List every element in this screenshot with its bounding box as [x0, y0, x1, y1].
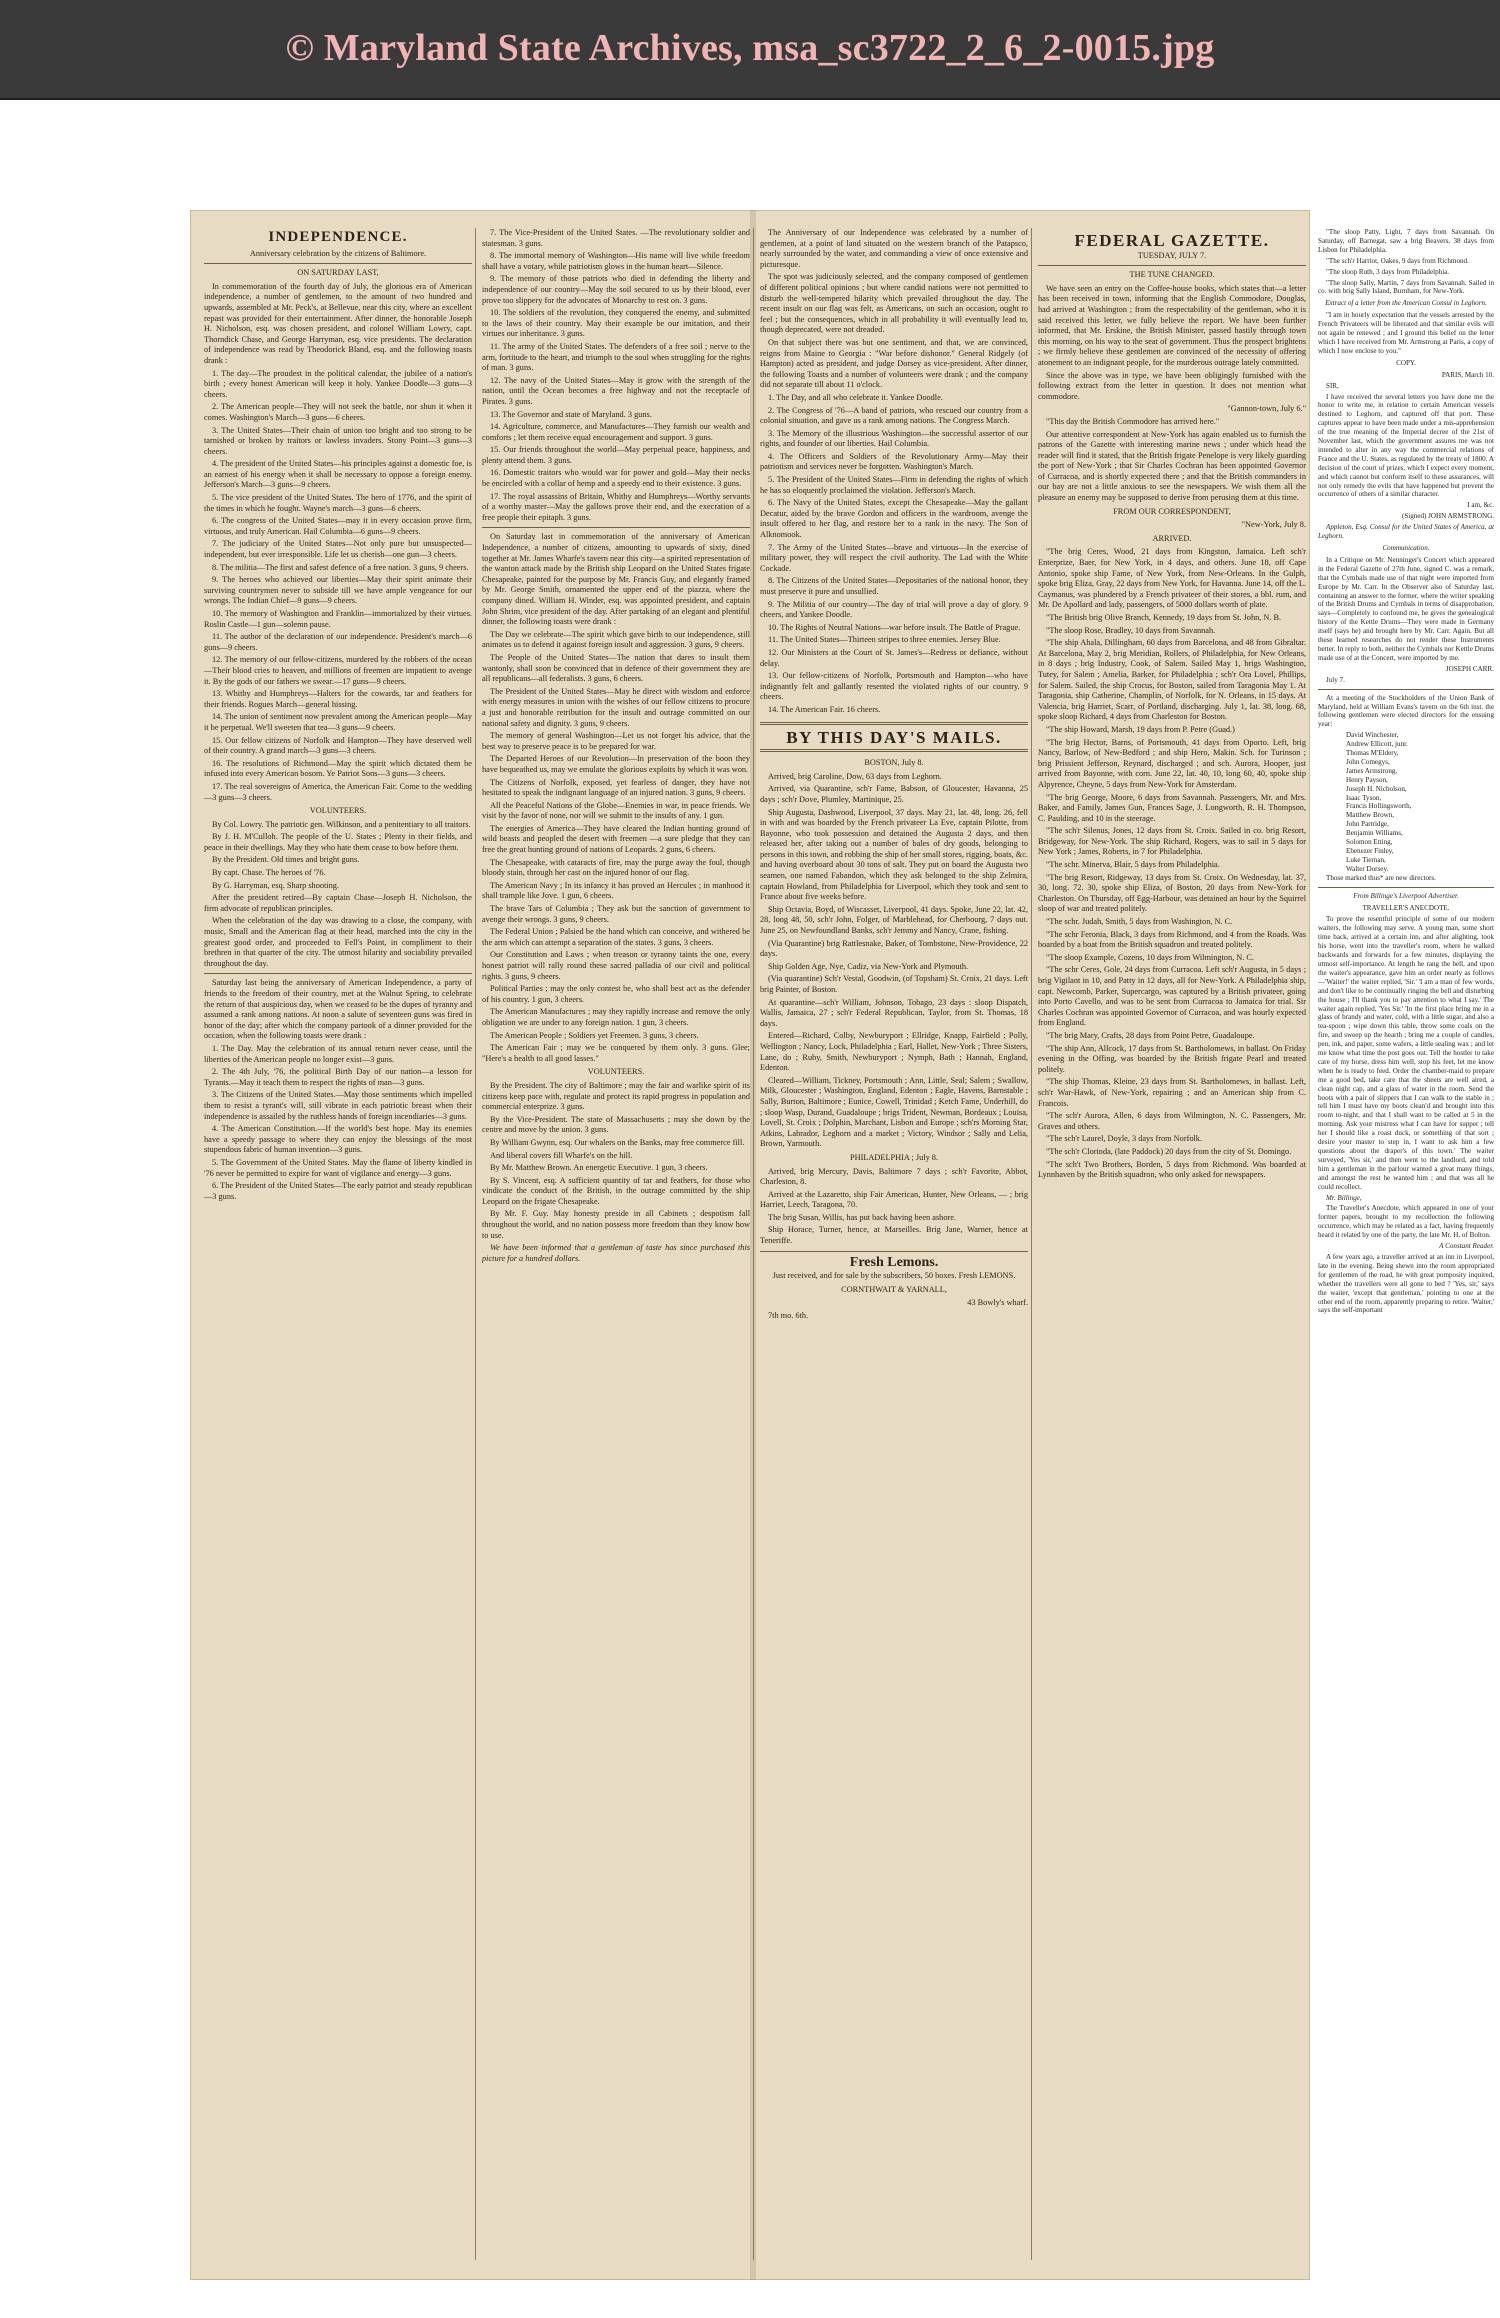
column-2 — [482, 228, 750, 2264]
column-3 — [760, 228, 1028, 2264]
correspondent-heading: FROM OUR CORRESPONDENT, — [1113, 506, 1231, 516]
toast: 17. The royal assassins of Britain, Whitby and Humphreys—Worthy servants of a worthy master—May the gallows prove their end, and the execration of a free people their epitaph. 3 guns. — [482, 491, 750, 522]
divider — [1038, 265, 1306, 266]
ship-report: "The brig Hector, Barns, of Portsmouth, 41 days from Oporto. Left, brig Nancy, Barlow, of New-Bedford ; and ship Hero, Makin. Sch. for Turinson ; brig Prissient Jefferson, Reynard, discharged ; and sch. Aurora, Hooper, just arrived from Bayonne, with corn. June 22, lat. 40, 10, long 60, 40, spoke ship Alpyrence, Cheyne, 5 days from New-York for Amsterdam. — [1038, 737, 1306, 789]
toast: 9. The memory of those patriots who died in defending the liberty and independence of our country—May the soil secured to us by their blood, ever prove too slippery for the advocates of Monarchy to rest on. 3 guns. — [482, 274, 750, 305]
shipping-item: Arrived at the Lazaretto, ship Fair American, Hunter, New Orleans, — ; brig Harriet, Leech, Taragona, 70. — [760, 1189, 1028, 1210]
archive-watermark-text: © Maryland State Archives, msa_sc3722_2_6_2-0015.jpg — [285, 27, 1215, 69]
toast: 10. The soldiers of the revolution, they conquered the enemy, and submitted to the laws of their country. May their example be our imitation, and their virtues our inheritance. 3 guns. — [482, 308, 750, 339]
divider — [760, 1251, 1028, 1252]
ship-report: "The ship Howard, Marsh, 19 days from P. Petre (Guad.) — [1046, 724, 1235, 734]
volunteer-toast: After the president retired—By captain Chase—Joseph H. Nicholson, the firm advocate of republican principles. — [204, 893, 472, 913]
paragraph: All the Peaceful Nations of the Globe—Enemies in war, in peace friends. We visit by the favor of none, nor will we submit to the insults of any. 1 gun. — [482, 800, 750, 821]
tune-heading: THE TUNE CHANGED. — [1129, 270, 1215, 280]
paragraph: Our Constitution and Laws ; when treason or tyranny taints the one, every honest patriot will rally round these sacred palladia of our civil and political rights. 3 guns, 9 cheers. — [482, 950, 750, 981]
director-name: Solomon Etting, — [1346, 838, 1393, 847]
anecdote-heading: TRAVELLER'S ANECDOTE. — [1362, 903, 1450, 912]
paragraph: Political Parties ; may the only contest be, who shall best act as the defender of his country. 1 gun, 3 cheers. — [482, 984, 750, 1004]
copy-salutation: SIR, — [1326, 381, 1339, 390]
toast: 4. The Officers and Soldiers of the Revolutionary Army—May their patriotism and services never be forgotten. Washington's March. — [760, 451, 1028, 472]
director-name: Thomas M'Eldery, — [1346, 749, 1399, 758]
toast: 2. The American people—They will not seek the battle, nor shun it when it comes. Washington's March—3 guns—6 cheers. — [204, 402, 472, 422]
toast: 13. Our fellow-citizens of Norfolk, Portsmouth and Hampton—who have indignantly felt and gallantly resented the violated rights of our country. 9 cheers. — [760, 671, 1028, 702]
director-name: John Partridge, — [1346, 820, 1389, 829]
divider — [482, 527, 750, 528]
ship-report: "The sch'r Laurel, Doyle, 3 days from Norfolk. — [1046, 1134, 1203, 1144]
column-divider — [475, 228, 476, 2260]
volunteer-toast: By the President. Old times and bright guns. — [212, 855, 360, 865]
masthead: FEDERAL GAZETTE. — [1074, 231, 1270, 250]
toast: 6. The President of the United States—The early patriot and steady republican—3 guns. — [204, 1181, 472, 1201]
toast: 13. Whitby and Humphreys—Halters for the cowards, tar and feathers for their friends. Rogues March—general hissing. — [204, 689, 472, 709]
paragraph: The American Navy ; In its infancy it has proved an Hercules ; in manhood it shall trample like Jove. 1 gun, 6 cheers. — [482, 880, 750, 901]
ship-report: "The ship Ann, Allcock, 17 days from St. Bartholomews, in ballast. On Friday evening in the Offing, was boarded by the British frigate Pearl and treated politely. — [1038, 1043, 1306, 1074]
column-divider — [753, 228, 754, 2260]
divider — [204, 973, 472, 974]
paragraph: "Gannon-town, July 6." — [1227, 404, 1306, 414]
toast: 13. The Governor and state of Maryland. 3 guns. — [490, 409, 652, 419]
newspaper-page — [190, 210, 1310, 2280]
volunteer-toast: By the Vice-President. The state of Massachusetts ; may she down by the centre and move by the union. 3 guns. — [482, 1114, 750, 1135]
paragraph: The Anniversary of our Independence was celebrated by a number of gentlemen, at a point of land situated on the western branch of the Patapsco, nearly surrounded by the water, and commanding a view of once extensive and picturesque. — [760, 228, 1028, 269]
paragraph: The American People ; Soldiers yet Freemen. 3 guns, 3 cheers. — [490, 1030, 699, 1040]
source-line: From Billinge's Liverpool Advertiser. — [1353, 891, 1459, 900]
toast: 2. The 4th July, '76, the political Birth Day of our nation—a lesson for Tyrants.—May it teach them to respect the rights of man—3 guns. — [204, 1067, 472, 1087]
toast: 17. The real sovereigns of America, the American Fair. Come to the wedding—3 guns—3 cheers. — [204, 781, 472, 802]
toast: 11. The army of the United States. The defenders of a free soil ; nerve to the arm, fortitude to the heart, and triumph to the soul when struggling for the rights of man. 3 guns. — [482, 341, 750, 373]
toast: 12. The navy of the United States—May it grow with the strength of the nation, until the Ocean becomes a free highway and not the receptacle of Pirates. 3 guns. — [482, 375, 750, 406]
ship-report: "The schr Feronia, Black, 3 days from Richmond, and 4 from the Roads. Was boarded by a boat from the British squadron and treated politely. — [1038, 929, 1306, 950]
director-name: Isaac Tyson, — [1346, 793, 1382, 802]
divider — [204, 263, 472, 264]
column-5 — [1318, 228, 1494, 2268]
letter-addressee: Mr. Billinge, — [1326, 1193, 1362, 1202]
ship-report: "The brig Resort, Ridgeway, 13 days from St. Croix. On Wednesday, lat. 37, 30, long. 72. 30, spoke ship Eliza, of Boston, 20 days from New-York for Charleston. On Thursday, off Egg-Harbour, was detained an hour by the Squirrel sloop of war and treated politely. — [1038, 872, 1306, 914]
shipping-item: (Via quarantine) Sch'r Vestal, Goodwin, (of Topsham) St. Croix, 21 days. Left brig Painter, of Boston. — [760, 974, 1028, 994]
paragraph: The People of the United States—The nation that dares to insult them wantonly, shall soon be convinced that in defence of their government they are all republicans—all federalists. 3 guns, 6 cheers. — [482, 652, 750, 684]
toast: 6. The Navy of the United States, except the Chesapeake—May the gallant Decatur, aided by the brave Gordon and officers in the wardroom, avenge the insult offered to her flag, and restore her to a rank in the navy. The Son of Alknomook. — [760, 498, 1028, 540]
communication-signature: JOSEPH CARR. — [1445, 664, 1494, 673]
toast: 10. The memory of Washington and Franklin—immortalized by their virtues. Roslin Castle—1 gun—solemn pause. — [204, 609, 472, 629]
ship-report: "The sch't Two Brothers, Borden, 5 days from Richmond. Was boarded at Lynnhaven by the British squadron, who only asked for newspapers. — [1038, 1159, 1306, 1180]
paragraph: The energies of America—They have cleared the Indian hunting ground of wild beasts and peopled the desert with freemen —a sure pledge that they can free the great hunting ground of nations of Leopards. 2 guns, 6 cheers. — [482, 823, 750, 855]
toast: 16. The resolutions of Richmond—May the spirit which dictated them be infused into every American bosom. Ye Patriot Sons—3 guns—3 cheers. — [204, 758, 472, 779]
shipping-item: Entered—Richard, Colby, Newburyport ; Ellridge, Knapp, Fairfield ; Polly, Wellington ; Nancy, Lock, Philadelphia ; Earl, Hallet, New-York ; Three Sisters, Lane, do ; Ruby, Smith, Newburyport ; Nymph, Bath ; Hannah, England, Edenton. — [760, 1031, 1028, 1073]
toast: 16. Domestic traitors who would war for power and gold—May their necks be encircled with a collar of hemp and a speedy end to their existence. 3 guns. — [482, 468, 750, 489]
letter-signature: A Constant Reader. — [1439, 1242, 1494, 1251]
saturday-heading: ON SATURDAY LAST, — [297, 268, 379, 278]
anecdote-body: To prove the resentful principle of some of our modern waiters, the following may serve. A young man, some short time back, arrived at a certain inn, and after alighting, took his horse, went into the traveller's room, where he walked backwards and forwards for a few minutes, displaying the utmost self-importance. At length he rang the bell, and upon the waiter's appearance, gave him an order nearly as follows—'Waiter!' the waiter replied, 'Sir.' 'I am a man of few words, and don't like to be continually ringing the bell and disturbing the house ; I'll thank you to pay attention to what I say.' The waiter again replied, 'Yes Sir.' 'In the first place bring me in a glass of brandy and water, cold, with a little sugar, and also a tea-spoon ; wipe down this table, throw some coals on the fire, and sweep up the hearth ; bring me a couple of candles, pen, ink, and paper, some wafers, a little sealing wax ; and let me know what time the post goes out. Tell the hostler to take care of my horse, dress him well, stop his feet, let me know when he is ready to feed. Order the chamber-maid to prepare me a good bed, take care that the sheets are well aired, a clean night cap, and a glass of water in the room. Send the boots with a pair of slippers that I can walk to the stable in ; tell him I must have my boots clean'd and brought into this room to-night, and that I shall want to be called at 5 in the morning. Ask your mistress what I can have for supper ; tell her I should like a roast duck, or something of that sort ; desire your master to step in, I want to ask him a few questions about the draper's of this town.' The waiter surveyed, 'Yes sir,' and then went to the landlord, and told him a gentleman in the parlour wanted a great many things, and amongst the rest he wanted him ; and that was all he could recollect. — [1318, 915, 1494, 1191]
boston-dateline: BOSTON, July 8. — [864, 758, 924, 768]
shipping-item: The brig Susan, Willis, has put back having been ashore. — [768, 1212, 956, 1222]
double-rule — [760, 749, 1028, 752]
toast: 12. The memory of our fellow-citizens, murdered by the robbers of the ocean—Their blood cries to heaven, and millions of freemen are impatient to avenge it. By the gods of our fathers we swear.—17 guns—9 cheers. — [204, 655, 472, 686]
toast: 11. The author of the declaration of our independence. President's march—6 guns—9 cheers. — [204, 632, 472, 652]
toast: 4. The American Constitution.—If the world's best hope. May its enemies have a speedy passage to where they can enjoy the blessings of the most stupendous fabric of human invention—3 guns. — [204, 1124, 472, 1155]
intro-paragraph: In commemoration of the fourth day of July, the glorious era of American independence, a number of gentlemen, to the amount of two hundred and upwards, assembled at Mr. Peck's, at Bellevue, near this city, where an excellent repast was provided for their entertainment. After dinner, the honorable Joseph H. Nicholson, esq. was chosen president, and colonel William Lowry, capt. Thorndick Chase, and George Harryman, esq. vice presidents. The declaration of independence was read by Theodorick Bland, esq. and the following toasts drank : — [204, 281, 472, 365]
paragraph: On Saturday last in commemoration of the anniversary of American Independence, a number of citizens, amounting to upwards of sixty, dined together at Mr. James Wharfe's tavern near this city—a spirited representation of the wanton attack made by the British ship Leopard on the United States frigate Chesapeake, painted for the purpose by Mr. Francis Guy, and elegantly framed by Mr. George Smith, ornamented the upper end of the piazza, where the company dined. William H. Winder, esq. was appointed president, and captain John Shrim, vice president of the day. After partaking of an elegant and plentiful dinner, the following toasts were drank : — [482, 532, 750, 627]
paragraph: The President of the United States—May he direct with wisdom and enforce with energy measures in union with the wishes of our fellow citizens to procure a just and honorable retribution for the insult and outrage committed on our national safety and dignity. 3 guns, 9 cheers. — [482, 686, 750, 728]
copy-dateline: PARIS, March 10. — [1441, 370, 1494, 379]
ship-report: "The sch'r Aurora, Allen, 6 days from Wilmington, N. C. Passengers, Mr. Graves and others. — [1038, 1111, 1306, 1131]
copy-close: I am, &c. — [1467, 501, 1494, 510]
divider — [1318, 689, 1494, 690]
lemons-ad-heading: Fresh Lemons. — [849, 1254, 939, 1270]
volunteers-heading: VOLUNTEERS. — [587, 1067, 645, 1077]
volunteer-toast: By the President. The city of Baltimore ; may the fair and warlike spirit of its citizens keep pace with, regulate and protect its rapid progress in population and commercial enterprize. 3 guns. — [482, 1080, 750, 1112]
shipping-item: Arrived, via Quarantine, sch'r Fame, Babson, of Gloucester, Havanna, 25 days ; sch'r Dove, Plumley, Martinique, 25. — [760, 784, 1028, 804]
ship-report: "The sloop Example, Cozens, 10 days from Wilmington, N. C. — [1046, 952, 1254, 962]
ship-report: "The sloop Ruth, 3 days from Philadelphia. — [1326, 267, 1450, 276]
copy-signature: (Signed) JOHN ARMSTRONG. — [1401, 512, 1494, 521]
extract-text: "I am in hourly expectation that the vessels arrested by the French Privateers will be liberated and that similar evils will not again be renewed ; and I ground this belief on the letter which I have received from Mr. Armstrong at Paris, a copy of which I now enclose to you." — [1318, 311, 1494, 355]
toast: 1. The Day. May the celebration of its annual return never cease, until the liberties of the American people no longer exist—3 guns. — [204, 1043, 472, 1064]
shipping-item: Ship Octavia, Boyd, of Wiscasset, Liverpool, 41 days. Spoke, June 22, lat. 42, 28, long 48, 50, sch'r John, Folger, of Marblehead, for Cherbourg, 7 days out. June 25, on Newfoundland Banks, sch'r Jemmy and Nancy, Crane, fishing. — [760, 904, 1028, 936]
directors-note: Those marked thus* are new directors. — [1326, 873, 1436, 882]
toast: 5. The President of the United States—Firm in defending the rights of which he has so eloquently proclaimed the violation. Jefferson's March. — [760, 475, 1028, 495]
volunteer-toast: By Mr. Matthew Brown. An energetic Executive. 1 gun, 3 cheers. — [490, 1163, 708, 1173]
director-name: Andrew Ellicott, junr. — [1346, 740, 1408, 749]
toast: 8. The immortal memory of Washington—His name will live while freedom shall have a votary, while patriotism glows in the human heart—Silence. — [482, 251, 750, 271]
toast: 15. Our friends throughout the world—May perpetual peace, happiness, and plenty attend them. 3 guns. — [482, 445, 750, 465]
shipping-item: Arrived, brig Caroline, Dow, 63 days from Leghorn. — [768, 771, 942, 781]
paragraph: Our attentive correspondent at New-York has again enabled us to furnish the patrons of the Gazette with interesting marine news ; under which head the reader will find it stated, that the British frigate Penelope is very likely guarding the port of New-York ; that Sir Charles Cochran has been appointed Governor of Curracoa, and is shortly expected there ; and that the British commanders in our bay are not a little anxious to see the newspapers. We wish them all the pleasure an enemy may be supposed to derive from perusing them at this time. — [1038, 429, 1306, 503]
toast: 7. The Army of the United States—brave and virtuous—In the exercise of military power, they will respect the civil authority. The Lad with the White Cockade. — [760, 542, 1028, 573]
paragraph: We have seen an entry on the Coffee-house books, which states that—a letter has been received in town, informing that the English Commodore, Douglas, had arrived at Washington ; from the respectability of the gentleman, who it is said received this letter, we fully believe the report. We have been further informed, that Mr. Erskine, the British Minister, passed hastily through town this morning, on his way to the seat of government. Thus the prospect brightens ; we firmly believe these gentlemen are convinced of the necessity of offering atonement to an indignant people, for the murderous outrage lately committed. — [1038, 283, 1306, 367]
toast: 3. The Memory of the illustrious Washington—the successful assertor of our rights, and founder of our liberties. Hail Columbia. — [760, 428, 1028, 449]
director-name: Walter Dorsey. — [1346, 864, 1389, 873]
meeting-notice: At a meeting of the Stockholders of the Union Bank of Maryland, held at William Evans's tavern on the 6th inst. the following gentlemen were elected directors for the ensuing year: — [1318, 693, 1494, 729]
director-name: John Comegys, — [1346, 757, 1390, 766]
communication-heading: Communication. — [1382, 544, 1430, 552]
extract-heading: Extract of a letter from the American Consul in Leghorn. — [1325, 299, 1487, 308]
director-name: Ebenezer Finley, — [1346, 847, 1394, 855]
directors-list — [1346, 731, 1494, 874]
volunteer-toast: And liberal covers fill Wharfe's on the hill. — [490, 1150, 633, 1160]
ship-report: "The sloop Patty, Light, 7 days from Savannah. On Saturday, off Barnegat, saw a brig Beavers, 38 days from Lisbon for Philadelphia. — [1318, 228, 1494, 254]
paragraph: The American Fair ; may we be conquered by them only. 3 guns. Glee; "Here's a health to all good lasses." — [482, 1043, 750, 1063]
paragraph: The American Manufactures ; may they rapidly increase and remove the only obligation we are under to any foreign nation. 1 gun, 3 cheers. — [482, 1007, 750, 1027]
toast: 9. The heroes who achieved our liberties—May their spirit animate their surviving countrymen never to subside till we have ample vengeance for our wrongs. The Indian Chief—9 guns—9 cheers. — [204, 575, 472, 606]
toast: 6. The congress of the United States—may it in every occasion prove firm, virtuous, and truly American. Hail Columbia—6 guns—9 cheers. — [204, 516, 472, 536]
volunteer-toast: By Col. Lowry. The patriotic gen. Wilkinson, and a penitentiary to all traitors. — [212, 819, 471, 829]
copy-heading: COPY. — [1396, 358, 1416, 367]
toast: 12. Our Ministers at the Court of St. James's—Redress or defiance, without delay. — [760, 647, 1028, 668]
shipping-item: Ship Augusta, Dashwood, Liverpool, 37 days. May 21, lat. 48, long. 26, fell in with and was boarded by the French privateer La Eve, captain Pilotte, from Bayonne, who took possession and detained the Augusta 2 days, and then released her, after taking out a number of bales of dry goods, belonging to persons in this town, and robbing the ship of her small stores, rigging, boats, &c. and having overboard about 30 tons of salt. They put on board the Augusta two seamen, one named Fabandon, which they ask belonged to the ship Zelmira, captain Howland, from Philadelphia for Liverpool, which they took and sent to France about five weeks before. — [760, 807, 1028, 902]
lemons-ad-text: Just received, and for sale by the subscribers, 50 boxes. Fresh LEMONS. — [772, 1271, 1016, 1281]
independence-heading: INDEPENDENCE. — [268, 229, 408, 245]
director-name: Matthew Brown, — [1346, 811, 1395, 820]
ship-report: "The sch'r Clorinda, (late Paddock) 20 days from the city of St. Domingo. — [1046, 1146, 1292, 1156]
mails-heading: BY THIS DAY'S MAILS. — [786, 727, 1002, 747]
director-name: James Armstrong, — [1346, 766, 1398, 775]
archive-banner — [0, 0, 1500, 100]
volunteer-toast: By capt. Chase. The heroes of '76. — [212, 868, 326, 878]
ship-report: "The schr Ceres, Gole, 24 days from Curracoa. Left sch'r Augusta, in 5 days ; brig Vigilant in 10, and Patty in 12 days, all for New-York. A Philadelphia ship, capt. Newcomb, Parker, Supercargo, was captured by a British privateer, going into Porto Cavello, and was to be sent from Curracoa to Jamaica for trial. Sir Charles Cochran was appointed Governor of Curracoa, and was hourly expected from England. — [1038, 965, 1306, 1028]
paragraph: The Citizens of Norfolk, exposed, yet fearless of danger, they have not hesitated to speak the indignant language of an injured nation. 3 guns, 9 cheers. — [482, 777, 750, 798]
lemons-ad-date: 7th mo. 6th. — [768, 1311, 809, 1321]
final-paragraph: A few years ago, a traveller arrived at an inn in Liverpool, late in the evening. Being shewn into the room appropriated for gentlemen of the road, he with great pomposity inquired, whether the travellers were all gone to bed ? 'Yes, sir,' says the waiter, 'except that gentleman,' pointing to one at the other end of the room, apparently preparing to retire. 'Waiter,' says the self-important — [1318, 1252, 1494, 1315]
paragraph: The spot was judiciously selected, and the company composed of gentlemen of different political opinions ; but where candid nations were not permitted to disturb the well-tempered hilarity which prevailed throughout the day. The recent insult on our flag was felt, as Americans, on such an occasion, ought to feel ; but the consequences, which in all probability it will eventually lead to, though deprecated, were not dreaded. — [760, 272, 1028, 335]
director-name: Henry Payson, — [1346, 775, 1388, 784]
toast: 1. The Day, and all who celebrate it. Yankee Doodle. — [768, 392, 943, 402]
toast: 14. The American Fair. 16 cheers. — [768, 704, 881, 714]
paragraph: The Day we celebrate—The spirit which gave birth to our independence, still animates us to defend it against foreign insult and aggression. 3 guns, 9 cheers. — [482, 629, 750, 650]
shipping-item: Ship Golden Age, Nye, Cadiz, via New-York and Plymouth. — [768, 961, 969, 971]
double-rule — [760, 722, 1028, 725]
divider — [1318, 887, 1494, 888]
director-name: Joseph H. Nicholson, — [1346, 784, 1407, 793]
paragraph: The memory of general Washington—Let us not forget his advice, that the best way to preserve peace is to be prepared for war. — [482, 731, 750, 751]
volunteer-toast: By S. Vincent, esq. A sufficient quantity of tar and feathers, for those who vindicate the conduct of the British, in the outrage committed by the ship Leopard on the frigate Chesapeake. — [482, 1175, 750, 1206]
ship-report: "The ship Thomas, Kleine, 23 days from St. Bartholomews, in ballast. Left, sch'r War-Hawk, of New-York, repairing ; and an American ship from C. Francois. — [1038, 1077, 1306, 1108]
toast: 7. The Vice-President of the United States. —The revolutionary soldier and statesman. 3 guns. — [482, 228, 750, 248]
communication-body: In a Critique on Mr. Nenninger's Concert which appeared in the Federal Gazette of 27th June, signed C. was a remark, that the Cymbals made use of that night were imported from Europe by Mr. Carr. In the Observer also of Saturday last, containing an answer to the former, where the writer speaking of the British Drums and Cymbals in terms of disapprobation, says—Completely to confound me, he gives the genealogical history of the Kettle Drums—They were made in Germany itself (says he) and brought here by Mr. Carr. Again. But all these learned researches do not render these Instruments better. In reply to both, neither the Cymbals nor Kettle Drums made use of at the Concert, were imported by me. — [1318, 555, 1494, 662]
dateline: TUESDAY, JULY 7. — [1137, 250, 1207, 260]
paragraph: The Chesapeake, with cataracts of fire, may the purge away the foul, though bloody stain, through her cast on the injured honor of our flag. — [482, 857, 750, 878]
toast: 14. The union of sentiment now prevalent among the American people—May it be perpetual. We'll sweeten that tea—3 guns—9 cheers. — [204, 712, 472, 732]
volunteer-toast: By Mr. F. Guy. May honesty preside in all Cabinets ; despotism fall throughout the world, and no nation possess more freedom than they know how to use. — [482, 1209, 750, 1240]
shipping-item: (Via Quarantine) brig Rattlesnake, Baker, of Tombstone, New-Providence, 22 days. — [760, 938, 1028, 959]
toast: 14. Agriculture, commerce, and Manufactures—They furnish our wealth and comforts ; let them receive equal encouragement and support. 3 guns. — [482, 422, 750, 442]
lemons-ad-signature: CORNTHWAIT & YARNALL, — [841, 1284, 947, 1294]
ship-report: "The brig Mary, Crafts, 28 days from Point Petre, Guadaloupe. — [1046, 1030, 1255, 1040]
paragraph: The brave Tars of Columbia ; They ask but the sanction of government to avenge their wrongs. 3 guns, 9 cheers. — [482, 904, 750, 924]
column-divider — [1031, 228, 1032, 2260]
copy-addressee: Appleton, Esq. Consul for the United States of America, at Leghorn. — [1318, 523, 1494, 541]
toast: 5. The vice president of the United States. The hero of 1776, and the spirit of the times in which he fought. Wayne's march—3 guns—6 cheers. — [204, 493, 472, 513]
ship-report: "The British brig Olive Branch, Kennedy, 19 days from St. John, N. B. — [1046, 613, 1282, 622]
toast: 8. The Citizens of the United States—Depositaries of the national honor, they must preserve it pure and unsullied. — [760, 576, 1028, 596]
toast: 11. The United States—Thirteen stripes to three enemies. Jersey Blue. — [768, 635, 1001, 645]
toast: 4. The president of the United States—his principles against a domestic foe, is an earnest of his energy when it shall be necessary to oppose a foreign enemy. Jefferson's March—3 guns—9 cheers. — [204, 459, 472, 490]
ship-report: "The sch'r Silenus, Jones, 12 days from St. Croix. Sailed in co. brig Resort, Bridgeway, for New-York. The ship Richard, Rogers, was to sail in 5 days for New York ; James, Roberts, in 7 for Philadelphia. — [1038, 826, 1306, 857]
shipping-item: At quarantine—sch'r William, Johnson, Tobago, 23 days : sloop Dispatch, Wallis, Jamaica, 27 ; sch'r Federal Republican, Taylor, from St. Thomas, 18 days. — [760, 997, 1028, 1028]
closing-paragraph: When the celebration of the day was drawing to a close, the company, with music, Small and the American flag at their head, marched into the city in the greatest good order, and proceeded to Fell's Point, in compliment to their brethren in that quarter of the city. The utmost hilarity and sociability prevailed throughout the day. — [204, 916, 472, 968]
walnut-spring-paragraph: Saturday last being the anniversary of American Independence, a party of friends to the freedom of their country, met at the Walnut Spring, to celebrate the return of that auspicious day, when we ceased to be the dupes of tyranny and assumed a rank among nations. At noon a salute of seventeen guns was fired in honor of the day; after which the company partook of a dinner provided for the occasion, when the following toasts were drank : — [204, 978, 472, 1041]
toast: 1. The day—The proudest in the political calendar, the jubilee of a nation's birth ; every honest American will keep it holy. Yankee Doodle—3 guns—3 cheers. — [204, 368, 472, 399]
volunteers-heading: VOLUNTEERS. — [309, 806, 367, 816]
toast: 3. The United States—Their chain of union too bright and too strong to be tarnished or broken by traitors or lawless invaders. Stony Point—3 guns—3 cheers. — [204, 425, 472, 456]
ship-report: "The sch'r Harriot, Oakes, 9 days from Richmond. — [1326, 256, 1469, 265]
ship-report: "The sloop Rose, Bradley, 10 days from Savannah. — [1046, 625, 1216, 635]
toast: 9. The Militia of our country—The day of trial will prove a day of glory. 9 cheers, and Yankee Doodle. — [760, 599, 1028, 620]
column-1 — [204, 228, 472, 2264]
paragraph: Since the above was in type, we have been obligingly furnished with the following extract from the letter in question. It does not mention what commodore. — [1038, 370, 1306, 401]
letter-body: The Traveller's Anecdote, which appeared in one of your former papers, brought to my recollection the following occurrence, which may be related as a fact, having frequently heard it related by one of the party, the late Mr. H. of Bolton. — [1318, 1204, 1494, 1240]
column-4 — [1038, 228, 1306, 2264]
director-name: Francis Hollingsworth, — [1346, 802, 1412, 811]
director-name: Luke Tiernan, — [1346, 855, 1386, 864]
ship-report: "The brig George, Moore, 6 days from Savannah. Passengers, Mr. and Mrs. Baker, and Family, James Gun, Frances Sage, J. Longworth, R. H. Thompson, C. Paulding, and 10 in the steerage. — [1038, 792, 1306, 823]
philadelphia-dateline: PHILADELPHIA ; July 8. — [849, 1152, 939, 1162]
copy-body: I have received the several letters you have done me the honor to write me, in relation to certain American vessels destined to Leghorn, and captured off that port. These captures appear to have been made under a mis-apprehension of the true meaning of the Imperial decree of the 21st of November last, which the government assures me was not intended to alter in any way the commercial relations of France and the U. States, as regulated by the treaty of 1800. A decision of the court of prizes, which I expect every moment, and which cannot but conform itself to these assurances, will not only remedy the evils that have happened but prevent the occurrence of others of a similar character. — [1318, 392, 1494, 499]
director-name: Benjamin Williams, — [1346, 829, 1403, 838]
lemons-ad-address: 43 Bowly's wharf. — [967, 1298, 1028, 1308]
volunteer-toast: By William Gwynn, esq. Our whalers on the Banks, may free commerce fill. — [490, 1137, 745, 1147]
toast: 7. The judiciary of the United States—Not only pure but unsuspected—independent, but ever irresponsible. Life let us cherish—one gun—3 cheers. — [204, 539, 472, 560]
volunteer-toast: By J. H. M'Culloh. The people of the U. States ; Plenty in their fields, and peace in their dwellings. May they who hate them cease to bow before them. — [204, 832, 472, 852]
volunteer-toast: By G. Harryman, esq. Sharp shooting. — [212, 880, 339, 890]
ship-report: "The schr. Minerva, Blair, 5 days from Philadelphia. — [1046, 860, 1220, 870]
shipping-item: Arrived, brig Mercury, Davis, Baltimore 7 days ; sch'r Favorite, Abbot, Charleston, 8. — [760, 1166, 1028, 1187]
subheading: Anniversary celebration by the citizens of Baltimore. — [249, 248, 427, 258]
ship-report: "The schr. Judah, Smith, 5 days from Washington, N. C. — [1046, 917, 1233, 927]
paragraph: The Departed Heroes of our Revolution—In preservation of the boon they have bequeathed us, may we emulate the glorious exploits by which it was won. — [482, 754, 750, 774]
ship-report: "The ship Ahala, Dillingham, 60 days from Barcelona, and 48 from Gibraltar. At Barcelona, May 2, brig Meridian, Rollers, of Philadelphia, for New Orleans, in 8 days ; brig Industry, Cook, of Salem. Sailed May 1, brigs Washington, Tutey, for Salem ; Amelia, Barker, for Philadelphia ; sch'r Ora Lovel, Phillips, for Salem. Sailed, the ship Crocus, for Boston, sailed from Taragonia May 1. At Taragonia, ship Catherine, Champlin, of Norfolk, for N. Orleans, in 15 days. At Valencia, brig Harriet, Scarr, of Portland, discharging. July 1, lat. 38, long. 68, spoke sloop Richard, 4 days from Charleston for Boston. — [1038, 638, 1306, 722]
editor-note: We have been informed that a gentleman of taste has since purchased this picture for a hundred dollars. — [482, 1243, 750, 1263]
paragraph: "This day the British Commodore has arrived here." — [1046, 416, 1220, 426]
arrived-heading: ARRIVED. — [1152, 533, 1192, 543]
paragraph: On that subject there was but one sentiment, and that, we are convinced, reigns from Maine to Georgia : "War before dishonor." General Ridgely (of Hampton) acted as president, and judge Dorsey as vice-president. After dinner, the following Toasts and a number of volunteers were drank ; and the company did not separate till about 11 o'clock. — [760, 337, 1028, 390]
paragraph: The Federal Union ; Palsied be the hand which can conceive, and withered be the arm which can attempt a separation of the states. 3 guns, 3 cheers. — [482, 927, 750, 947]
ship-report: "The brig Ceres, Wood, 21 days from Kingston, Jamaica. Left sch'r Enterprize, Baer, for New York, in 4 days, and others. June 18, off Cape Antonio, spoke ship Fame, of New York, from New-Orleans. In the Gulph, spoke brig Eliza, Gray, 22 days from New York, for Havanna. June 14, off the L. Caymanus, was plundered by a French privateer of their stores, a bbl. rum, and Mr. De Apollard and lady, passengers, of 5000 dollars worth of plate. — [1038, 547, 1306, 610]
toast: 2. The Congress of '76—A band of patriots, who rescued our country from a colonial situation, and gave us a rank among nations. The Congress March. — [760, 405, 1028, 426]
shipping-item: Cleared—William, Tickney, Portsmouth ; Ann, Little, Seal; Salem ; Swallow, Milk, Gloucester ; Washington, England, Edenton ; Eagle, Havens, Barnstable ; Sally, Burton, Baltimore ; Eunice, Cowell, Trinidad ; Ketch Fame, Underhill, do ; sloop Wasp, Durand, Guadaloupe ; brigs Trident, Newman, Bordeaux ; Louisa, Lovell, St. Croix ; Dolphin, Marchant, Lisbon and Europe ; sch'rs Morning Star, Atkins, Labrador, Leghorn and a market ; Victory, Windsor ; Sally and Lelia, Brown, Yarmouth. — [760, 1075, 1028, 1149]
ship-report: "The sloop Sally, Martin, 7 days from Savannah. Sailed in co. with brig Sally Island, Burnham, for New-York. — [1318, 278, 1494, 296]
director-name: David Winchester, — [1346, 731, 1399, 740]
correspondent-dateline: "New-York, July 8. — [1241, 520, 1306, 530]
shipping-item: Ship Horace, Turner, hence, at Marseilles. Brig Jane, Warner, hence at Teneriffe. — [760, 1225, 1028, 1246]
toast: 5. The Government of the United States. May the flame of liberty kindled in '76 never be permitted to expire for want of vigilance and energy—3 guns. — [204, 1157, 472, 1178]
toast: 3. The Citizens of the United States.—May those sentiments which impelled them to resist a tyrant's will, still vibrate in each patriotic breast when their independence is assailed by the ruthless hands of foreign incendiaries—3 guns. — [204, 1090, 472, 1121]
toast: 15. Our fellow citizens of Norfolk and Hampton—They have deserved well of their country. A grand march—3 guns—3 cheers. — [204, 735, 472, 756]
toast: 10. The Rights of Neutral Nations—war before insult. The Battle of Prague. — [768, 622, 1021, 632]
communication-date: July 7. — [1326, 675, 1345, 684]
toast: 8. The militia—The first and safest defence of a free nation. 3 guns, 9 cheers. — [212, 562, 469, 572]
